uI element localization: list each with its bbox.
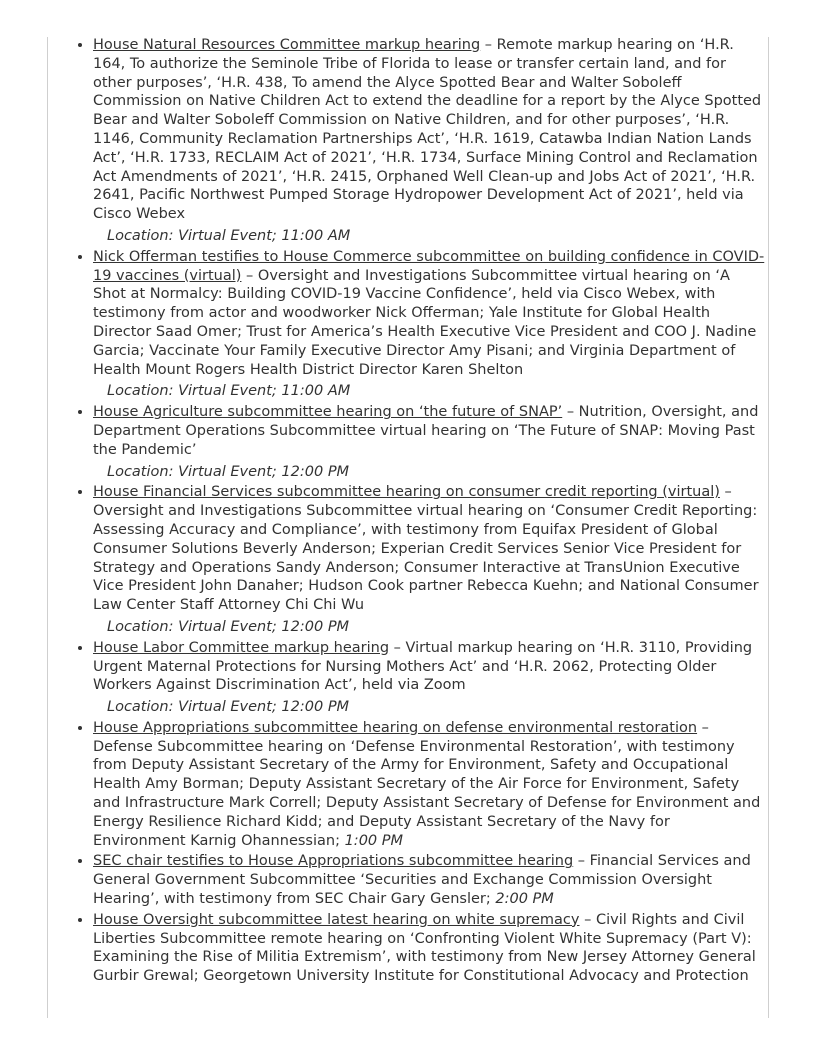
event-description: – Virtual markup hearing on ‘H.R. 3110, Providing Urgent Maternal Protections for Nursing Mothers Act’ and ‘H.R. 2062, Protecting Older Workers Against Discrimination Act’, held via Zoom bbox=[93, 639, 753, 694]
event-item bbox=[93, 852, 765, 908]
event-item bbox=[93, 719, 765, 851]
event-description: – Financial Services and General Government Subcommittee ‘Securities and Exchange Commission Oversight Hearing’, with testimony from SEC Chair Gary Gensler; bbox=[93, 853, 751, 908]
event-location: Location: Virtual Event; 12:00 PM bbox=[107, 618, 350, 635]
event-item bbox=[93, 403, 765, 481]
event-list bbox=[74, 36, 765, 988]
event-title-link[interactable]: House Appropriations subcommittee hearing on defense environmental restoration bbox=[93, 719, 698, 736]
event-title-link[interactable]: Nick Offerman testifies to House Commerce subcommittee on building confidence in COVID-19 vaccines (virtual) bbox=[93, 248, 765, 284]
event-location: Location: Virtual Event; 11:00 AM bbox=[107, 227, 351, 244]
event-time: 1:00 PM bbox=[344, 832, 404, 849]
event-title-link[interactable]: House Oversight subcommittee latest hearing on white supremacy bbox=[93, 911, 580, 928]
event-title-link[interactable]: House Financial Services subcommittee hearing on consumer credit reporting (virtual) bbox=[93, 484, 720, 501]
event-title-link[interactable]: House Agriculture subcommittee hearing on ‘the future of SNAP’ bbox=[93, 404, 563, 421]
event-description: – Oversight and Investigations Subcommittee virtual hearing on ‘A Shot at Normalcy: Building COVID-19 Vaccine Confidence’, held via Cisco Webex, with testimony from actor and woodworker Nick Offerman; Yale Institute for Global Health Director Saad Omer; Trust for America’s Health Executive Vice President and COO J. Nadine Garcia; Vaccinate Your Family Executive Director Amy Pisani; and Virginia Department of Health Mount Rogers Health District Director Karen Shelton bbox=[93, 267, 757, 378]
event-location: Location: Virtual Event; 12:00 PM bbox=[107, 699, 350, 716]
event-description: – Remote markup hearing on ‘H.R. 164, To authorize the Seminole Tribe of Florida to lease or transfer certain land, and for other purposes’, ‘H.R. 438, To amend the Alyce Spotted Bear and Walter Soboleff Commission on Native Children Act to extend the deadline for a report by the Alyce Spotted Bear and Walter Soboleff Commission on Native Children, and for other purposes’, ‘H.R. 1146, Community Reclamation Partnerships Act’, ‘H.R. 1619, Catawba Indian Nation Lands Act’, ‘H.R. 1733, RECLAIM Act of 2021’, ‘H.R. 1734, Surface Mining Control and Reclamation Act Amendments of 2021’, ‘H.R. 2415, Orphaned Well Clean-up and Jobs Act of 2021’, ‘H.R. 2641, Pacific Northwest Pumped Storage Hydropower Development Act of 2021’, held via Cisco Webex bbox=[93, 37, 762, 223]
event-item bbox=[93, 36, 765, 246]
event-item bbox=[93, 911, 765, 986]
event-description: – Nutrition, Oversight, and Department Operations Subcommittee virtual hearing on ‘The Future of SNAP: Moving Past the Pandemic’ bbox=[93, 404, 759, 458]
event-description: – Oversight and Investigations Subcommittee virtual hearing on ‘Consumer Credit Reporting: Assessing Accuracy and Compliance’, with testimony from Equifax President of Global Consumer Solutions Beverly Anderson; Experian Credit Services Senior Vice President for Strategy and Operations Sandy Anderson; Consumer Interactive at TransUnion Executive Vice President John Danaher; Hudson Cook partner Rebecca Kuehn; and National Consumer Law Center Staff Attorney Chi Chi Wu bbox=[93, 484, 759, 614]
event-description: – Defense Subcommittee hearing on ‘Defense Environmental Restoration’, with testimony from Deputy Assistant Secretary of the Army for Environment, Safety and Occupational Health Amy Borman; Deputy Assistant Secretary of the Air Force for Environment, Safety and Infrastructure Mark Correll; Deputy Assistant Secretary of Defense for Environment and Energy Resilience Richard Kidd; and Deputy Assistant Secretary of the Navy for Environment Karnig Ohannessian; bbox=[93, 719, 761, 849]
event-title-link[interactable]: House Natural Resources Committee markup hearing bbox=[93, 37, 481, 53]
event-item bbox=[93, 483, 765, 636]
event-location: Location: Virtual Event; 12:00 PM bbox=[107, 463, 350, 480]
event-item bbox=[93, 248, 765, 401]
event-title-link[interactable]: SEC chair testifies to House Appropriations subcommittee hearing bbox=[93, 853, 574, 870]
event-title-link[interactable]: House Labor Committee markup hearing bbox=[93, 639, 390, 656]
left-border bbox=[47, 37, 48, 1018]
event-item bbox=[93, 639, 765, 717]
event-time: 2:00 PM bbox=[495, 891, 554, 908]
event-description: – Civil Rights and Civil Liberties Subcommittee remote hearing on ‘Confronting Violent White Supremacy (Part V): Examining the Rise of Militia Extremism’, with testimony from New Jersey Attorney General Gurbir Grewal; Georgetown University Institute for Constitutional Advocacy and Protection bbox=[93, 911, 756, 985]
right-border bbox=[768, 37, 769, 1018]
event-location: Location: Virtual Event; 11:00 AM bbox=[107, 383, 351, 400]
